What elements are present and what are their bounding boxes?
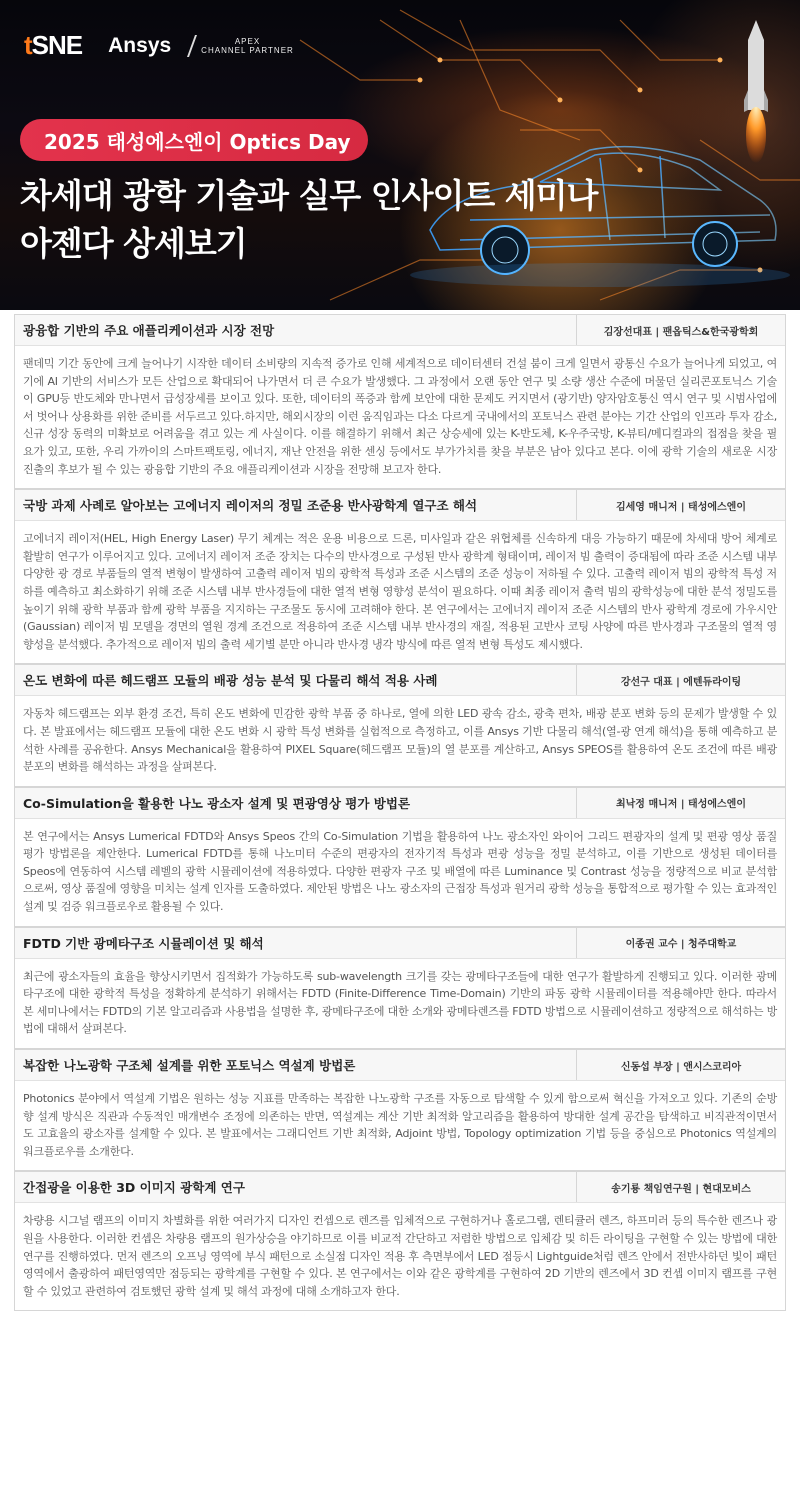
tsne-logo: tSNE bbox=[24, 30, 83, 60]
session-speaker: 김장선대표 | 팬옵틱스&한국광학회 bbox=[576, 315, 785, 345]
session-title: Co-Simulation을 활용한 나노 광소자 설계 및 편광영상 평가 방법론 bbox=[23, 795, 411, 811]
session-speaker: 송기룡 책임연구원 | 현대모비스 bbox=[576, 1172, 785, 1202]
page-title-line-1: 차세대 광학 기술과 실무 인사이트 세미나 bbox=[20, 176, 598, 215]
session-title: FDTD 기반 광메타구조 시뮬레이션 및 해석 bbox=[23, 935, 264, 951]
apex-partner-label bbox=[201, 37, 294, 55]
session-abstract: 고에너지 레이저(HEL, High Energy Laser) 무기 체계는 적은 운용 비용으로 드론, 미사일과 같은 위협체를 신속하게 대응 가능하기 때문에 차세대 방어 체계로 활발히 연구가 이루어지고 있다. 고에너지 레이저 조준 장치는 다수의 반사경으로 구성된 반사 광학계 형태이며, 레이저 빔 출력이 증대됨에 따라 조준 시스템 내부 다양한 광 경로 부품들의 열적 변형이 발생하여 고출력 레이저 빔의 광학적 특성과 조준 시스템의 조준 성능이 저하될 수 있다. 고출력 레이저 빔의 광학적 특성 저하를 예측하고 최소화하기 위해 조준 시스템 내부 반사경들에 대한 열적 변형 영향성 분석이 필요하다. 이때 최종 레이저 출력 빔의 광학성능에 대한 분석 정밀도를 높이기 위해 광학 부품과 함께 광학 부품을 지지하는 구조물도 동시에 고려해야 한다. 본 연구에서는 고에너지 레이저 조준 시스템의 반사 광학계 경로에 가우시안(Gaussian) 레이저 빔 모델을 경면의 열원 경계 조건으로 적용하여 조준 시스템 내부 반사경의 재질, 적용된 고반사 코팅 사양에 따른 반사경과 구조물의 열적 영향성을 분석했다. 추가적으로 레이저 빔의 출력 세기별 분만 아니라 반사경 냉각 방식에 따른 열적 변형 특성도 제시했다. bbox=[23, 532, 777, 651]
agenda-session bbox=[15, 664, 785, 786]
agenda-session bbox=[15, 489, 785, 664]
session-speaker: 강선구 대표 | 에텐듀라이팅 bbox=[576, 665, 785, 695]
session-header bbox=[15, 787, 785, 819]
agenda-session bbox=[15, 787, 785, 927]
agenda-list bbox=[14, 314, 786, 1311]
apex-label: APEX bbox=[234, 36, 261, 46]
session-header bbox=[15, 1049, 785, 1081]
session-title: 광융합 기반의 주요 애플리케이션과 시장 전망 bbox=[23, 323, 275, 338]
page-title-line-2: 아젠다 상세보기 bbox=[20, 224, 247, 263]
page-title bbox=[20, 172, 597, 268]
channel-partner-label: CHANNEL PARTNER bbox=[201, 45, 294, 55]
event-name: 2025 태성에스엔이 Optics Day bbox=[44, 129, 351, 154]
agenda-session bbox=[15, 314, 785, 489]
session-speaker: 김세영 매니저 | 태성에스엔이 bbox=[576, 490, 785, 520]
session-title: 온도 변화에 따른 헤드램프 모듈의 배광 성능 분석 및 다물리 해석 적용 사례 bbox=[23, 673, 438, 689]
session-header bbox=[15, 927, 785, 959]
session-abstract: Photonics 분야에서 역설계 기법은 원하는 성능 지표를 만족하는 복잡한 나노광학 구조를 자동으로 탐색할 수 있게 함으로써 혁신을 가져오고 있다. 기존의 순방향 설계 방식은 직관과 수동적인 매개변수 조정에 의존하는 반면, 역설계는 계산 기반 최적화 알고리즘을 활용하여 방대한 설계 공간을 탐색하고 비직관적이면서도 고효율의 광소자를 설계할 수 있다. 본 발표에서는 그래디언트 기반 최적화, Adjoint 방법, Topology optimization 기법 등을 중심으로 Photonics 역설계의 워크플로우를 소개한다. bbox=[23, 1092, 777, 1158]
agenda-session bbox=[15, 1049, 785, 1171]
session-speaker: 신동섭 부장 | 앤시스코리아 bbox=[576, 1050, 785, 1080]
session-header bbox=[15, 1171, 785, 1203]
session-header bbox=[15, 664, 785, 696]
session-title: 국방 과제 사례로 알아보는 고에너지 레이저의 정밀 조준용 반사광학계 열구조 해석 bbox=[23, 498, 478, 514]
session-title: 복잡한 나노광학 구조체 설계를 위한 포토닉스 역설계 방법론 bbox=[23, 1058, 356, 1074]
session-abstract: 팬데믹 기간 동안에 크게 늘어나기 시작한 데이터 소비량의 지속적 증가로 인해 세계적으로 데이터센터 건설 붐이 크게 일면서 광통신 수요가 늘어나게 되었고, 여기에 AI 기반의 서비스가 모든 산업으로 확대되어 나가면서 더 큰 수요가 발생했다. 그 과정에서 오랜 동안 연구 및 소량 생산 수준에 머물던 실리콘포토닉스 기술이 GPU등 반도체와 만나면서 급성장세를 보이고 있다. 또한, 데이터의 폭증과 함께 보안에 대한 문제도 커지면서 (광기반) 양자암호통신 역시 연구 및 시범사업에서 벗어나 상용화를 위한 준비를 서두르고 있다.하지만, 해외시장의 이런 움직임과는 다소 다르게 국내에서의 포토닉스 관련 분야는 기간 산업의 인프라 투자 감소, 신규 성장 동력의 미확보로 어려움을 겪고 있는 게 사실이다. 이를 해결하기 위해서 최근 상승세에 있는 K-반도체, K-우주국방, K-뷰티/메디컬과의 접점을 찾을 필요가 있고, 또한, 우리 가까이의 스마트팩토링, 에너지, 재난 안전을 위한 센싱 등에서도 부가가치를 찾을 부분은 남아 있다고 본다. 이에 광학 기술의 새로운 시장 진출의 후보가 될 수 있는 광융합 기반의 주요 애플리케이션과 시장을 전망해 보고자 한다. bbox=[23, 357, 777, 476]
event-badge bbox=[20, 119, 368, 161]
logo-divider bbox=[175, 35, 197, 57]
logo-row bbox=[24, 30, 294, 61]
session-abstract: 최근에 광소자들의 효율을 향상시키면서 집적화가 가능하도록 sub-wavelength 크기를 갖는 광메타구조들에 대한 연구가 활발하게 진행되고 있다. 이러한 광메타구조에 대한 광학적 특성을 정확하게 분석하기 위해서는 FDTD (Finite-Difference Time-Domain) 기반의 파동 광학 시뮬레이터를 적용해야만 한다. 따라서 본 세미나에서는 FDTD의 기본 알고리즘과 사용법을 설명한 후, 광메타구조에 대한 소개와 광메타렌즈를 FDTD 방법으로 시뮬레이션하고 정량적으로 해석하는 방법에 대해서 살펴본다. bbox=[23, 969, 777, 1036]
session-speaker: 최낙정 매니저 | 태성에스엔이 bbox=[576, 788, 785, 818]
agenda-session bbox=[15, 927, 785, 1049]
session-title: 간접광을 이용한 3D 이미지 광학계 연구 bbox=[23, 1180, 245, 1196]
session-abstract: 본 연구에서는 Ansys Lumerical FDTD와 Ansys Speos 간의 Co-Simulation 기법을 활용하여 나노 광소자인 와이어 그리드 편광자의 설계 및 편광 영상 품질 평가 방법론을 제안한다. Lumerical FDTD를 통해 나노미터 수준의 편광자의 전자기적 특성과 편광 성능을 정밀 분석하고, 이를 기반으로 생성된 데이터를 Speos에 연동하여 시스템 레벨의 광학 시뮬레이션에 적용하였다. 다양한 편광자 구조 및 배열에 따른 Luminance 및 Contrast 성능을 정량적으로 비교 분석함으로써, 영상 품질에 영향을 미치는 설계 인자를 도출하였다. 제안된 방법은 나노 광소자의 근접장 특성과 원거리 광학 성능을 통합적으로 평가할 수 있는 효과적인 설계 및 검증 워크플로우로 활용될 수 있다. bbox=[23, 829, 777, 914]
agenda-session bbox=[15, 1171, 785, 1311]
session-abstract: 자동차 헤드램프는 외부 환경 조건, 특히 온도 변화에 민감한 광학 부품 중 하나로, 열에 의한 LED 광속 감소, 광축 편차, 배광 분포 변화 등의 문제가 발생할 수 있다. 본 발표에서는 헤드램프 모듈에 대한 온도 변화 시 광학 특성 변화를 실험적으로 측정하고, 이를 Ansys 기반 다물리 해석(열-광 연계 해석)을 통해 예측하고 분석한 사례를 공유한다. Ansys Mechanical을 활용하여 PIXEL Square(헤드램프 모듈)의 열 분포를 계산하고, Ansys SPEOS를 활용하여 온도 조건에 따른 배광 분포의 변화를 해석하는 과정을 살펴본다. bbox=[23, 707, 777, 774]
hero-banner bbox=[0, 0, 800, 310]
session-abstract: 차량용 시그널 램프의 이미지 차별화를 위한 여러가지 디자인 컨셉으로 렌즈를 입체적으로 구현하거나 홀로그램, 렌티큘러 렌즈, 하프미러 등의 특수한 렌즈나 광원을 사용한다. 이러한 컨셉은 차량용 램프의 원가상승을 야기하므로 이를 비교적 간단하고 저렴한 방법으로 입체감 및 히든 라이팅을 구현할 수 있는 방법에 대한 연구를 진행하였다. 먼저 렌즈의 오프닝 영역에 부식 패턴으로 소실점 디자인 적용 후 측면부에서 LED 점등시 Lightguide처럼 렌즈 안에서 전반사하던 빛이 패턴 영역에서 출광하여 패턴영역만 점등되는 광학계를 구현할 수 있다. 본 연구에서는 이와 같은 광학계를 구현하여 2D 기반의 렌즈에서 3D 컨셉 이미지 램프를 구현할 수 있었고 관련하여 검토했던 광학 설계 및 해석 과정에 대해 소개하고자 한다. bbox=[23, 1214, 777, 1298]
ansys-logo: Ansys bbox=[108, 33, 172, 57]
session-header bbox=[15, 489, 785, 521]
session-speaker: 이종권 교수 | 청주대학교 bbox=[576, 928, 785, 958]
session-header bbox=[15, 314, 785, 346]
